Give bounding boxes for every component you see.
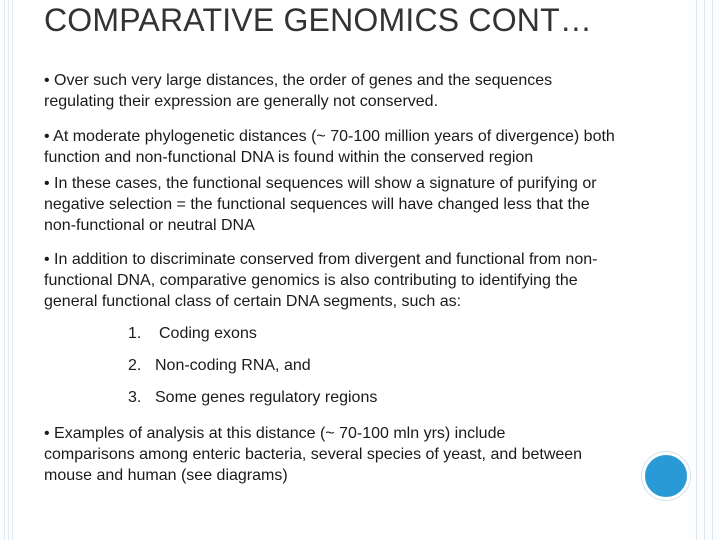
text-line: regulating their expression are generally not conserved.	[44, 93, 439, 110]
text-line: negative selection = the functional sequences will have changed less that the	[44, 196, 590, 213]
list-text: Non-coding RNA, and	[155, 357, 311, 374]
list-item	[128, 323, 692, 344]
list-text: Some genes regulatory regions	[155, 389, 378, 406]
bullet-paragraph	[44, 423, 692, 486]
text-line: functional DNA, comparative genomics is also contributing to identifying the	[44, 272, 578, 289]
text-line: • Examples of analysis at this distance (~ 70-100 mln yrs) include	[44, 425, 506, 442]
bullet-paragraph	[44, 126, 692, 168]
frame-line	[8, 0, 9, 540]
list-text: Coding exons	[159, 325, 257, 342]
bullet-paragraph	[44, 173, 692, 236]
text-line: function and non-functional DNA is found within the conserved region	[44, 149, 534, 166]
text-line: • In addition to discriminate conserved from divergent and functional from non-	[44, 251, 598, 268]
text-line: comparisons among enteric bacteria, several species of yeast, and between	[44, 446, 583, 463]
text-line: • In these cases, the functional sequences will show a signature of purifying or	[44, 175, 597, 192]
text-line: • Over such very large distances, the order of genes and the sequences	[44, 72, 553, 89]
list-item	[128, 355, 692, 376]
slide-content	[44, 70, 692, 486]
right-frame-border	[688, 0, 720, 540]
bullet-paragraph	[44, 249, 692, 312]
text-line: non-functional or neutral DNA	[44, 217, 255, 234]
frame-line	[704, 0, 705, 540]
slide-title: COMPARATIVE GENOMICS CONT…	[44, 2, 593, 38]
numbered-list	[128, 323, 692, 408]
text-line: general functional class of certain DNA segments, such as:	[44, 293, 462, 310]
list-item	[128, 387, 692, 408]
text-line: mouse and human (see diagrams)	[44, 467, 288, 484]
frame-line	[696, 0, 697, 540]
bullet-paragraph	[44, 70, 692, 112]
list-number: 3.	[128, 389, 142, 406]
frame-line	[4, 0, 5, 540]
text-line: • At moderate phylogenetic distances (~ 70-100 million years of divergence) both	[44, 128, 615, 145]
list-number: 1.	[128, 325, 142, 342]
decorative-circle	[642, 452, 690, 500]
left-frame-border	[0, 0, 13, 540]
frame-line	[712, 0, 713, 540]
list-number: 2.	[128, 357, 142, 374]
